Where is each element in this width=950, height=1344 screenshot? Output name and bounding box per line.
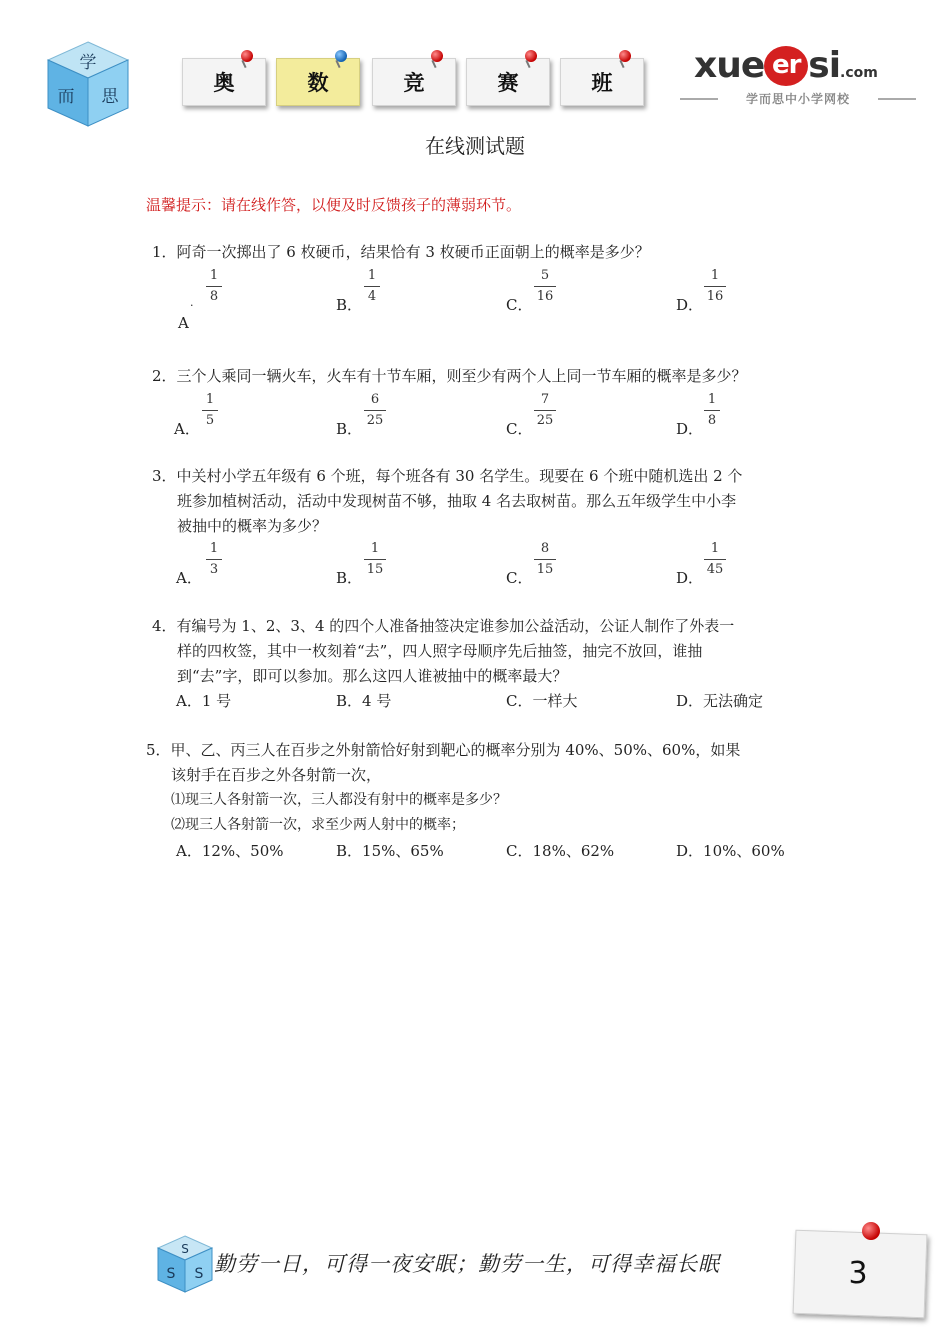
option-label: B． [336, 569, 363, 587]
option-fraction: 1 5 [202, 392, 218, 429]
option-label: A [178, 314, 189, 332]
brand-subtitle: 学而思中小学网校 [680, 90, 916, 107]
option-fraction: 6 25 [364, 392, 386, 429]
header-tab-ban: 班 [560, 58, 644, 106]
page-number: 3 [848, 1256, 868, 1291]
option-label: C． [506, 569, 533, 587]
question-2-stem: 2．三个人乘同一辆火车，火车有十节车厢，则至少有两个人上同一节车厢的概率是多少？ [152, 367, 747, 385]
option-label: D． [676, 420, 704, 438]
option-fraction: 1 15 [364, 541, 386, 578]
pushpin-icon [431, 50, 443, 62]
option-fraction: 5 16 [534, 268, 556, 305]
pushpin-icon [862, 1222, 880, 1240]
option-label: C． [506, 420, 533, 438]
option-fraction: 8 15 [534, 541, 556, 578]
logo-char: 而 [57, 87, 75, 107]
option-fraction: 1 45 [704, 541, 726, 578]
logo-char: S [166, 1266, 176, 1282]
option-d: D．10%、60% [676, 842, 785, 860]
footer-motto: 勤劳一日，可得一夜安眠；勤劳一生，可得幸福长眠 [214, 1252, 720, 1276]
option-c: C．一样大 [506, 692, 578, 710]
header-tab-ao: 奥 [182, 58, 266, 106]
question-5-stem: 5．甲、乙、丙三人在百步之外射箭恰好射到靶心的概率分别为 40%、50%、60%，如果 该射手在百步之外各射箭一次， ⑴现三人各射箭一次，三人都没有射中的概率是多少？ ⑵现三人各射箭一次，求至少两人射中的概率； [146, 741, 741, 833]
xueersi-cube-logo [44, 38, 132, 130]
option-label: C． [506, 296, 533, 314]
header-tab-jing: 竞 [372, 58, 456, 106]
logo-char: 学 [79, 53, 97, 73]
brand-logo: xue er si.com [694, 45, 878, 86]
option-a: A．12%、50% [176, 842, 284, 860]
header-tab-shu: 数 [276, 58, 360, 106]
option-fraction: 1 3 [206, 541, 222, 578]
logo-char: 思 [101, 87, 119, 107]
pushpin-icon [525, 50, 537, 62]
logo-char: S [181, 1242, 189, 1256]
option-b: B．4 号 [336, 692, 392, 710]
pushpin-icon [619, 50, 631, 62]
pushpin-icon [335, 50, 347, 62]
option-label: D． [676, 569, 704, 587]
option-label: D． [676, 296, 704, 314]
option-a: A．1 号 [176, 692, 232, 710]
question-1-stem: 1．阿奇一次掷出了 6 枚硬币，结果恰有 3 枚硬币正面朝上的概率是多少？ [152, 243, 650, 261]
page-title: 在线测试题 [425, 134, 525, 158]
option-c: C．18%、62% [506, 842, 615, 860]
option-fraction: 1 8 [704, 392, 720, 429]
footer-cube-logo [156, 1234, 214, 1294]
option-label: A． [174, 420, 200, 438]
pushpin-icon [241, 50, 253, 62]
logo-char: S [194, 1266, 204, 1282]
option-fraction: 1 8 [206, 268, 222, 305]
option-fraction: 1 4 [364, 268, 380, 305]
header-tab-sai: 赛 [466, 58, 550, 106]
tip-text: 温馨提示：请在线作答，以便及时反馈孩子的薄弱环节。 [146, 196, 522, 214]
option-fraction: 1 16 [704, 268, 726, 305]
option-fraction: 7 25 [534, 392, 556, 429]
option-d: D．无法确定 [676, 692, 764, 710]
option-label: B． [336, 296, 363, 314]
option-label: A． [176, 569, 202, 587]
option-b: B．15%、65% [336, 842, 444, 860]
question-3-stem: 3．中关村小学五年级有 6 个班，每个班各有 30 名学生。现要在 6 个班中随机选出 2 个 班参加植树活动，活动中发现树苗不够，抽取 4 名去取树苗。那么五年级学生中小李 被抽中的概率为多少？ [152, 467, 743, 535]
question-4-stem: 4．有编号为 1、2、3、4 的四个人准备抽签决定谁参加公益活动，公证人制作了外表一 样的四枚签，其中一枚刻着“去”，四人照字母顺序先后抽签，抽完不放回，谁抽 到“去”字，即可以参加。那么这四人谁被抽中的概率最大？ [152, 617, 735, 685]
option-label: B． [336, 420, 363, 438]
